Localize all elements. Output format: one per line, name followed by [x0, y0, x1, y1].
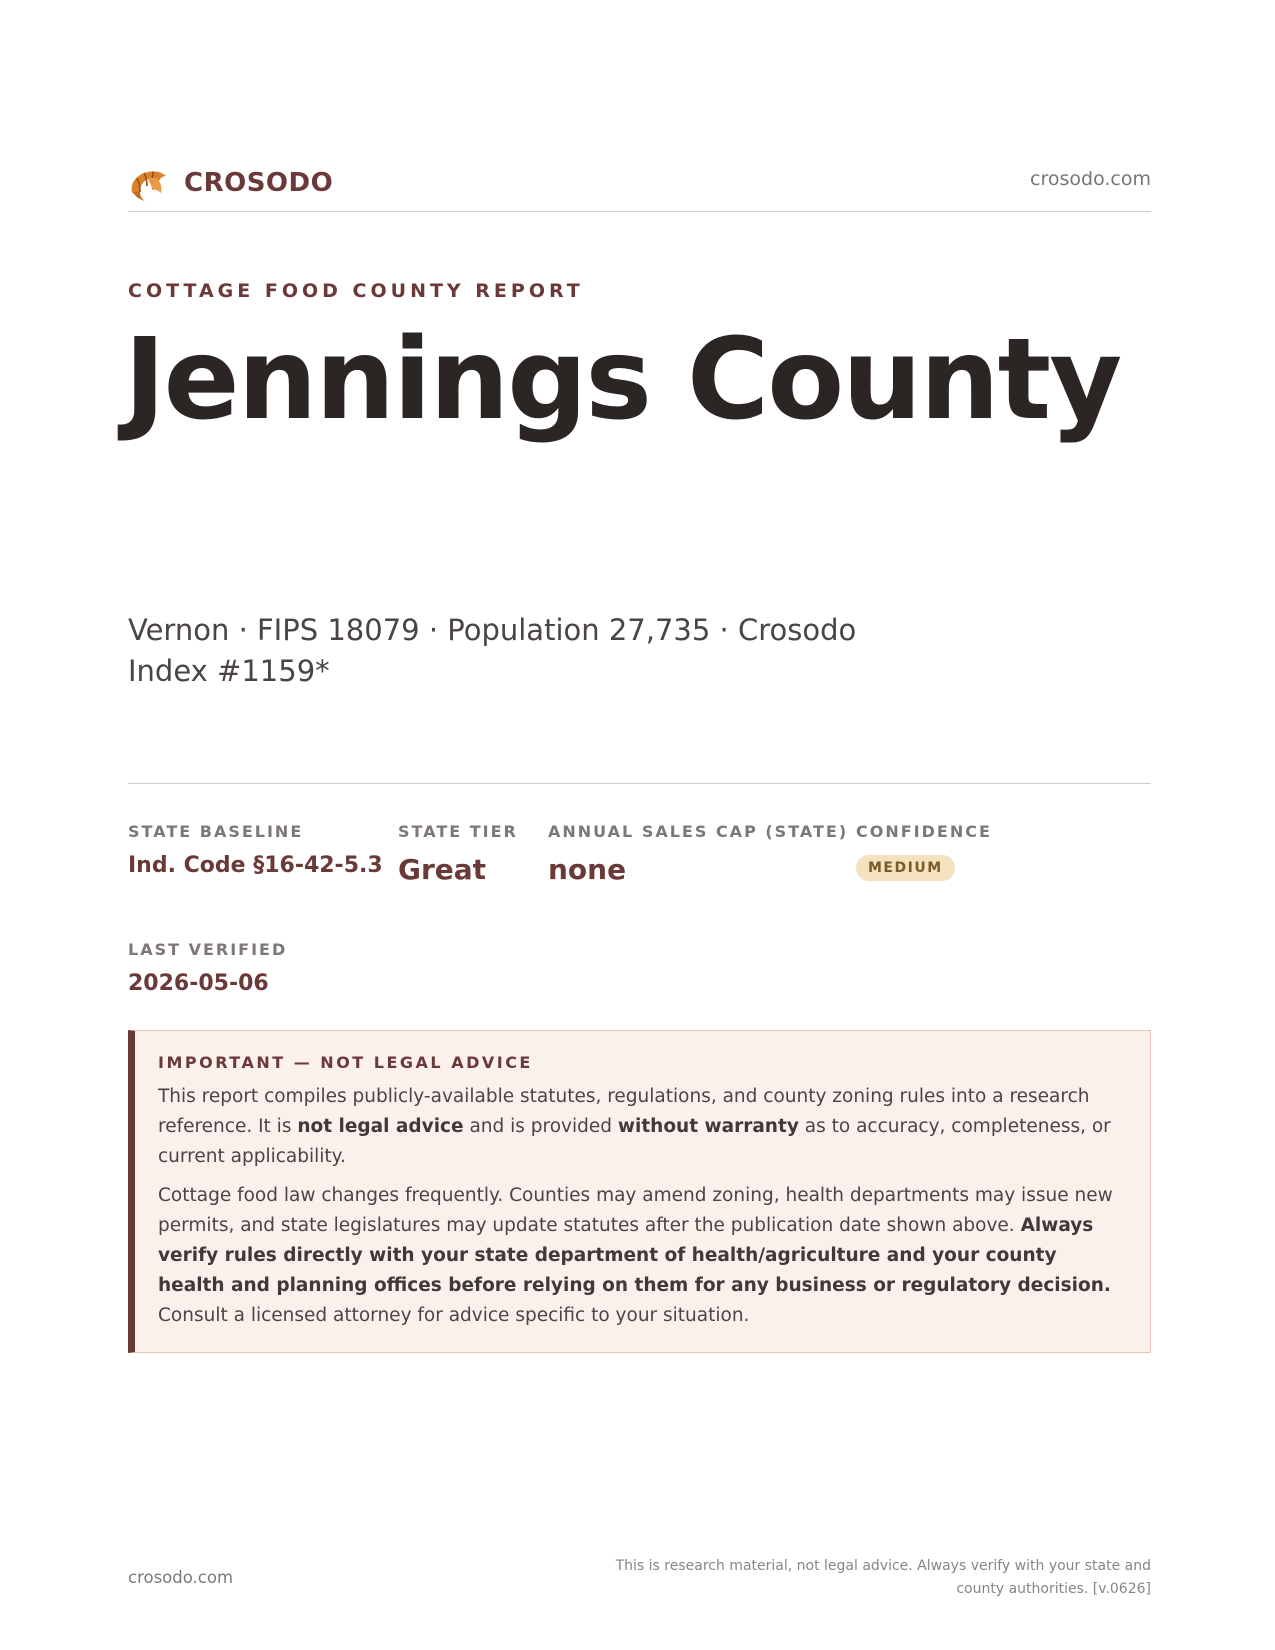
stat-state-tier: [398, 822, 518, 886]
footer-site-url[interactable]: crosodo.com: [128, 1568, 234, 1587]
stat-confidence: [856, 822, 992, 881]
page-header: [128, 152, 1151, 212]
notice-title: IMPORTANT — NOT LEGAL ADVICE: [158, 1053, 533, 1072]
brand-name: CROSODO: [184, 168, 334, 198]
notice-paragraph: [158, 1181, 1126, 1331]
notice-text: Cottage food law changes frequently. Counties may amend zoning, health departments may issue new permits, and state legislatures may update statutes after the publication date shown above.: [158, 1185, 1113, 1236]
stat-label: STATE TIER: [398, 822, 518, 841]
section-divider: [128, 783, 1151, 784]
notice-emphasis: Always verify rules directly with your state department of health/agriculture and your county health and planning offices before relying on them for any business or regulatory decision.: [158, 1215, 1111, 1296]
stat-state-baseline: [128, 822, 383, 878]
notice-text: and is provided: [463, 1116, 618, 1137]
legal-notice: [128, 1030, 1151, 1353]
page-title: Jennings County: [124, 315, 1121, 445]
stat-value: Great: [398, 853, 487, 886]
stat-label: LAST VERIFIED: [128, 940, 288, 959]
notice-text: This report compiles publicly-available statutes, regulations, and county zoning rules into a research reference. It is: [158, 1086, 1090, 1137]
notice-text: Consult a licensed attorney for advice specific to your situation.: [158, 1305, 750, 1326]
stat-value: Ind. Code §16-42-5.3: [128, 853, 383, 878]
footer-disclaimer: This is research material, not legal advice. Always verify with your state and county authorities. [v.0626]: [615, 1558, 1151, 1597]
notice-emphasis: without warranty: [617, 1116, 799, 1137]
stat-value: 2026-05-06: [128, 971, 269, 996]
stat-label: CONFIDENCE: [856, 822, 992, 841]
notice-text: as to accuracy, completeness, or current applicability.: [158, 1116, 1111, 1167]
notice-paragraph: [158, 1082, 1126, 1172]
confidence-badge: MEDIUM: [856, 855, 955, 881]
report-eyebrow: COTTAGE FOOD COUNTY REPORT: [128, 280, 584, 302]
notice-emphasis: not legal advice: [297, 1116, 464, 1137]
stat-value: none: [548, 853, 627, 886]
brand-logo[interactable]: [128, 162, 333, 204]
site-url[interactable]: crosodo.com: [1030, 168, 1151, 190]
stat-annual-sales-cap: [548, 822, 848, 886]
croissant-icon: [128, 162, 170, 204]
county-subtitle: Vernon · FIPS 18079 · Population 27,735 · Crosodo Index #1159*: [128, 613, 857, 688]
stat-label: ANNUAL SALES CAP (STATE): [548, 822, 849, 841]
stat-label: STATE BASELINE: [128, 822, 304, 841]
stat-last-verified: [128, 940, 287, 996]
